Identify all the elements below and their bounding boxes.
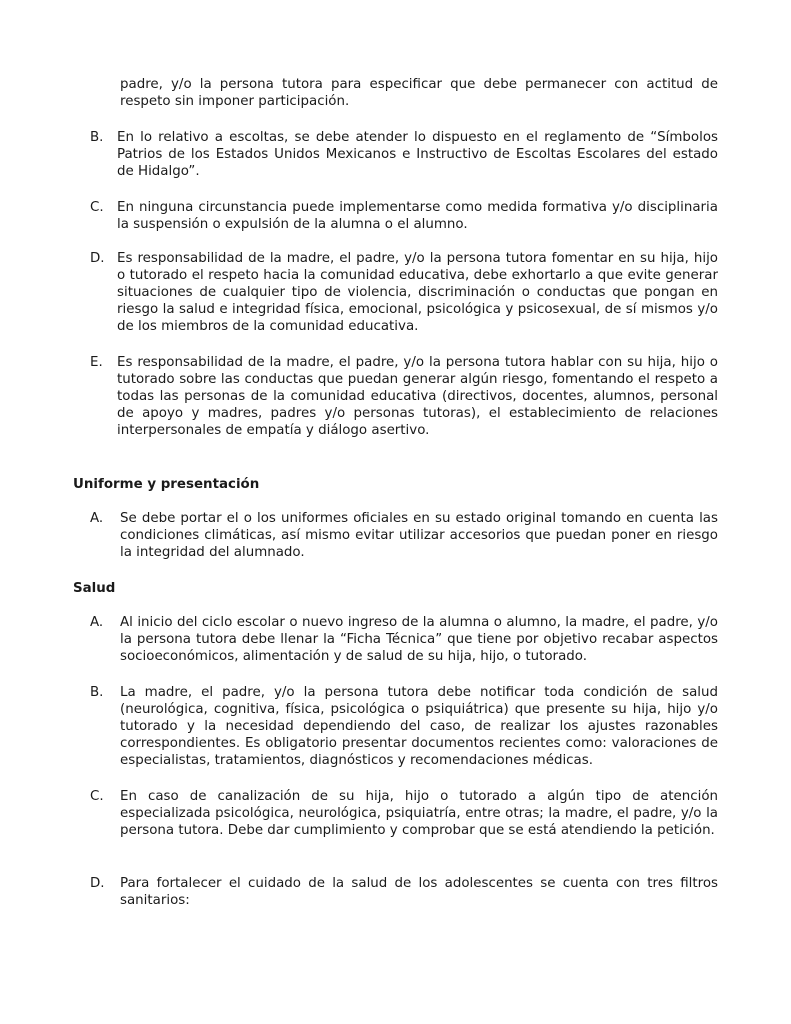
list-item-letter: E. xyxy=(90,355,103,370)
list-item-text: Es responsabilidad de la madre, el padre, y/o la persona tutora fomentar en su hija, hijo o tutorado el respeto hacia la comunidad educativa, debe exhortarlo a que evite generar situaciones de cualquier tipo de violencia, discriminación o conductas que pongan en riesgo la salud e integridad física, emocional, psicológica y psicosexual, de sí mismos y/o de los miembros de la comunidad educativa. xyxy=(117,251,718,334)
list-item-salud-C xyxy=(90,788,718,839)
list-item-salud-A xyxy=(90,614,718,665)
list-item-letter: C. xyxy=(90,789,104,804)
section-heading-uniforme: Uniforme y presentación xyxy=(73,477,260,492)
list-item-text: Se debe portar el o los uniformes oficiales en su estado original tomando en cuenta las condiciones climáticas, así mismo evitar utilizar accesorios que puedan poner en riesgo la integridad del alumnado. xyxy=(120,511,718,560)
list-item-letter: A. xyxy=(90,511,104,526)
list-item-text: En ninguna circunstancia puede implementarse como medida formativa y/o disciplinaria la suspensión o expulsión de la alumna o el alumno. xyxy=(117,200,718,232)
list-item-text: Es responsabilidad de la madre, el padre, y/o la persona tutora hablar con su hija, hijo o tutorado sobre las conductas que puedan generar algún riesgo, fomentando el respeto a todas las personas de la comunidad educativa (directivos, docentes, alumnos, personal de apoyo y madres, padres y/o personas tutoras), el establecimiento de relaciones interpersonales de empatía y diálogo asertivo. xyxy=(117,355,718,438)
list-item-C xyxy=(90,199,718,233)
section-heading-salud: Salud xyxy=(73,581,116,596)
continuation-paragraph: padre, y/o la persona tutora para especificar que debe permanecer con actitud de respeto sin imponer participación. xyxy=(120,77,718,109)
list-item-salud-D xyxy=(90,875,718,909)
list-item-text: La madre, el padre, y/o la persona tutora debe notificar toda condición de salud (neurológica, cognitiva, física, psicológica o psiquiátrica) que presente su hija, hijo y/o tutorado y la necesidad dependiendo del caso, de realizar los ajustes razonables correspondientes. Es obligatorio presentar documentos recientes como: valoraciones de especialistas, tratamientos, diagnósticos y recomendaciones médicas. xyxy=(120,685,718,768)
list-item-text: Para fortalecer el cuidado de la salud de los adolescentes se cuenta con tres filtros sanitarios: xyxy=(120,876,718,908)
list-item-letter: B. xyxy=(90,685,104,700)
list-item-text: Al inicio del ciclo escolar o nuevo ingreso de la alumna o alumno, la madre, el padre, y/o la persona tutora debe llenar la “Ficha Técnica” que tiene por objetivo recabar aspectos socioeconómicos, alimentación y de salud de su hija, hijo, o tutorado. xyxy=(120,615,718,664)
list-item-letter: B. xyxy=(90,130,104,145)
list-item-E xyxy=(90,354,718,439)
list-item-text: En lo relativo a escoltas, se debe atender lo dispuesto en el reglamento de “Símbolos Patrios de los Estados Unidos Mexicanos e Instructivo de Escoltas Escolares del estado de Hidalgo”. xyxy=(117,130,718,179)
list-item-text: En caso de canalización de su hija, hijo o tutorado a algún tipo de atención especializada psicológica, neurológica, psiquiatría, entre otras; la madre, el padre, y/o la persona tutora. Debe dar cumplimiento y comprobar que se está atendiendo la petición. xyxy=(120,789,718,838)
list-item-letter: A. xyxy=(90,615,104,630)
list-item-letter: D. xyxy=(90,251,105,266)
list-item-salud-B xyxy=(90,684,718,769)
list-item-letter: D. xyxy=(90,876,105,891)
list-item-D xyxy=(90,250,718,335)
list-item-letter: C. xyxy=(90,200,104,215)
list-item-uniforme-A xyxy=(90,510,718,561)
list-item-B xyxy=(90,129,718,180)
